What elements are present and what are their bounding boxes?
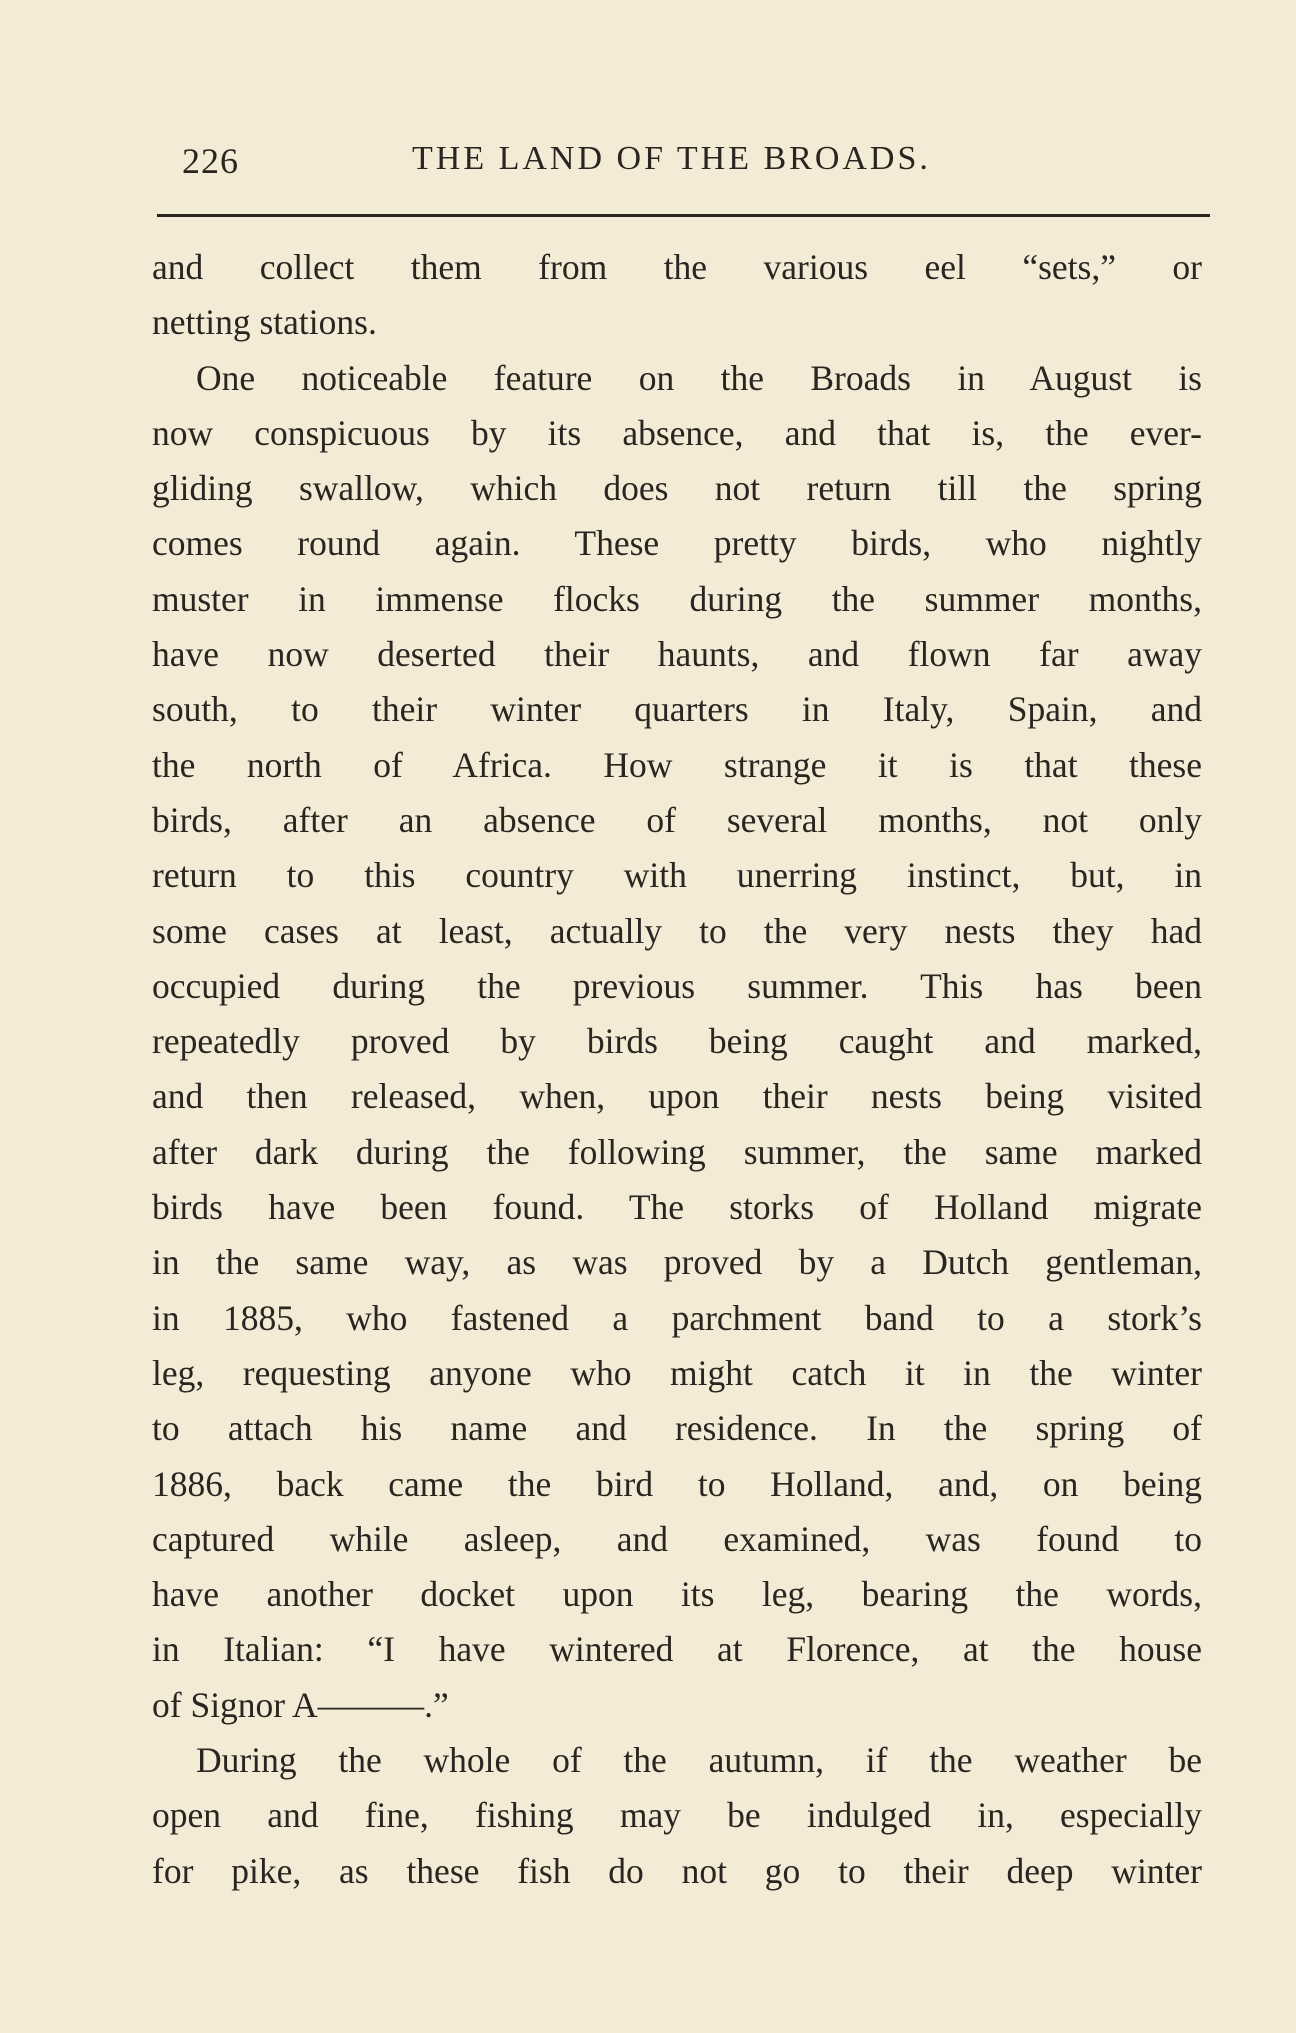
- text-line: birds, after an absence of several months, not only: [152, 799, 1202, 840]
- text-line: of Signor A———.”: [152, 1684, 449, 1725]
- text-line: after dark during the following summer, the same marked: [152, 1131, 1202, 1172]
- page-number: 226: [182, 141, 239, 181]
- page-header: [182, 140, 1212, 190]
- text-line: captured while asleep, and examined, was found to: [152, 1518, 1202, 1559]
- text-line: in Italian: “I have wintered at Florence, at the house: [152, 1629, 1202, 1670]
- text-line: return to this country with unerring instinct, but, in: [152, 855, 1202, 896]
- text-line: 1886, back came the bird to Holland, and, on being: [152, 1463, 1202, 1504]
- text-line: During the whole of the autumn, if the weather be: [196, 1740, 1202, 1781]
- text-line: open and fine, fishing may be indulged in, especially: [152, 1795, 1202, 1836]
- text-line: the north of Africa. How strange it is that these: [152, 744, 1202, 785]
- running-title: THE LAND OF THE BROADS.: [412, 140, 931, 177]
- text-line: have now deserted their haunts, and flown far away: [152, 634, 1202, 675]
- text-line: have another docket upon its leg, bearing the words,: [152, 1574, 1202, 1615]
- text-line: in the same way, as was proved by a Dutch gentleman,: [152, 1242, 1202, 1283]
- text-line: to attach his name and residence. In the spring of: [152, 1408, 1202, 1449]
- text-line: gliding swallow, which does not return till the spring: [152, 468, 1202, 509]
- text-line: and then released, when, upon their nests being visited: [152, 1076, 1202, 1117]
- text-line: south, to their winter quarters in Italy, Spain, and: [152, 689, 1202, 730]
- text-line: birds have been found. The storks of Holland migrate: [152, 1187, 1202, 1228]
- text-line: leg, requesting anyone who might catch it in the winter: [152, 1352, 1202, 1393]
- text-line: muster in immense flocks during the summer months,: [152, 578, 1202, 619]
- text-line: for pike, as these fish do not go to their deep winter: [152, 1850, 1202, 1891]
- text-line: repeatedly proved by birds being caught and marked,: [152, 1021, 1202, 1062]
- text-line: comes round again. These pretty birds, who nightly: [152, 523, 1202, 564]
- text-line: and collect them from the various eel “sets,” or: [152, 247, 1202, 287]
- text-line: netting stations.: [152, 302, 377, 343]
- body-text: [152, 240, 1202, 1899]
- text-line: in 1885, who fastened a parchment band to a stork’s: [152, 1297, 1202, 1338]
- text-line: now conspicuous by its absence, and that is, the ever-: [152, 412, 1202, 453]
- header-rule: [157, 214, 1210, 217]
- text-line: occupied during the previous summer. This has been: [152, 965, 1202, 1006]
- text-line: One noticeable feature on the Broads in August is: [196, 357, 1202, 398]
- text-line: some cases at least, actually to the very nests they had: [152, 910, 1202, 951]
